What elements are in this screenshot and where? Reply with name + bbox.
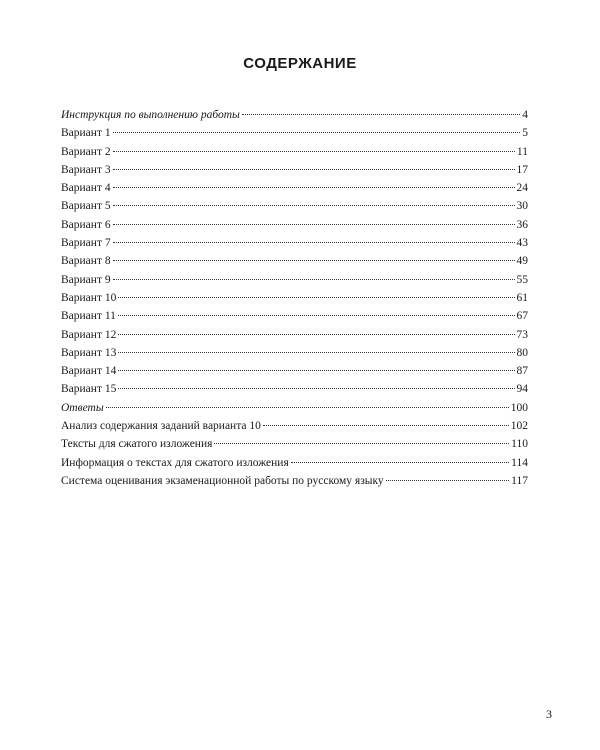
toc-entry[interactable] [61, 234, 528, 252]
dot-leader [263, 425, 509, 426]
toc-entry-page: 110 [511, 438, 528, 451]
toc-entry-page: 100 [510, 401, 528, 414]
toc-entry-label: Вариант 1 [61, 127, 111, 140]
dot-leader [291, 462, 509, 463]
dot-leader [113, 242, 515, 243]
dot-leader [113, 187, 515, 188]
toc-entry-page: 80 [516, 346, 528, 359]
toc-entry-page: 36 [516, 218, 528, 231]
toc-entry[interactable] [61, 362, 528, 380]
toc-entry-label: Вариант 10 [61, 291, 117, 304]
dot-leader [113, 151, 515, 152]
toc-entry-label: Вариант 15 [61, 383, 117, 396]
toc-entry-label: Система оценивания экзаменационной работы по русскому языку [61, 474, 384, 487]
toc-entry-label: Вариант 2 [61, 145, 111, 158]
toc-entry[interactable] [61, 252, 528, 270]
toc-entry-page: 87 [516, 365, 528, 378]
toc-entry[interactable] [61, 197, 528, 215]
toc-entry-page: 11 [516, 145, 528, 158]
toc-entry[interactable] [61, 143, 528, 161]
dot-leader [113, 224, 515, 225]
toc-entry-label: Вариант 5 [61, 200, 111, 213]
toc-entry-page: 117 [511, 474, 528, 487]
toc-entry[interactable] [61, 289, 528, 307]
toc-entry[interactable] [61, 106, 528, 124]
toc-entry-label: Тексты для сжатого изложения [61, 438, 213, 451]
toc-entry-label: Вариант 8 [61, 255, 111, 268]
page-number: 3 [546, 707, 552, 721]
toc-entry-label: Вариант 9 [61, 273, 111, 286]
toc-entry-page: 73 [516, 328, 528, 341]
toc-entry-page: 43 [516, 237, 528, 250]
toc-entry[interactable] [61, 435, 528, 453]
dot-leader [118, 334, 514, 335]
dot-leader [386, 480, 510, 481]
toc-entry-label: Вариант 13 [61, 346, 117, 359]
dot-leader [242, 114, 520, 115]
toc-entry-label: Анализ содержания заданий варианта 10 [61, 420, 261, 433]
toc-entry[interactable] [61, 307, 528, 325]
dot-leader [118, 352, 514, 353]
dot-leader [106, 407, 509, 408]
toc-entry-page: 67 [516, 310, 528, 323]
dot-leader [118, 297, 514, 298]
toc-entry[interactable] [61, 344, 528, 362]
table-of-contents [61, 106, 528, 490]
dot-leader [118, 315, 515, 316]
toc-entry-label: Вариант 12 [61, 328, 117, 341]
dot-leader [113, 132, 521, 133]
toc-entry[interactable] [61, 380, 528, 398]
toc-entry-page: 24 [516, 182, 528, 195]
toc-entry[interactable] [61, 271, 528, 289]
toc-entry-page: 94 [516, 383, 528, 396]
dot-leader [118, 388, 514, 389]
dot-leader [113, 205, 515, 206]
toc-entry-page: 30 [516, 200, 528, 213]
toc-entry-label: Вариант 3 [61, 163, 111, 176]
dot-leader [113, 260, 515, 261]
toc-entry-page: 55 [516, 273, 528, 286]
toc-entry-label: Вариант 11 [61, 310, 116, 323]
toc-entry[interactable] [61, 124, 528, 142]
toc-entry-page: 102 [510, 420, 528, 433]
toc-entry-page: 114 [511, 456, 528, 469]
toc-entry-page: 61 [516, 291, 528, 304]
toc-entry[interactable] [61, 216, 528, 234]
toc-entry-label: Вариант 6 [61, 218, 111, 231]
toc-entry[interactable] [61, 161, 528, 179]
toc-entry[interactable] [61, 417, 528, 435]
toc-entry-label: Вариант 14 [61, 365, 117, 378]
toc-entry-page: 17 [516, 163, 528, 176]
toc-entry-label: Инструкция по выполнению работы [61, 109, 240, 121]
page-title: СОДЕРЖАНИЕ [243, 55, 357, 72]
dot-leader [113, 279, 515, 280]
toc-entry-label: Информация о текстах для сжатого изложения [61, 456, 289, 469]
toc-entry[interactable] [61, 454, 528, 472]
toc-entry[interactable] [61, 326, 528, 344]
toc-entry-label: Вариант 4 [61, 182, 111, 195]
toc-entry-page: 4 [522, 109, 528, 121]
toc-entry-label: Ответы [61, 401, 104, 414]
toc-entry-page: 5 [522, 127, 528, 140]
toc-entry-label: Вариант 7 [61, 237, 111, 250]
toc-entry-page: 49 [516, 255, 528, 268]
toc-entry[interactable] [61, 472, 528, 490]
toc-entry[interactable] [61, 399, 528, 417]
dot-leader [113, 169, 515, 170]
toc-entry[interactable] [61, 179, 528, 197]
dot-leader [118, 370, 514, 371]
dot-leader [214, 443, 509, 444]
